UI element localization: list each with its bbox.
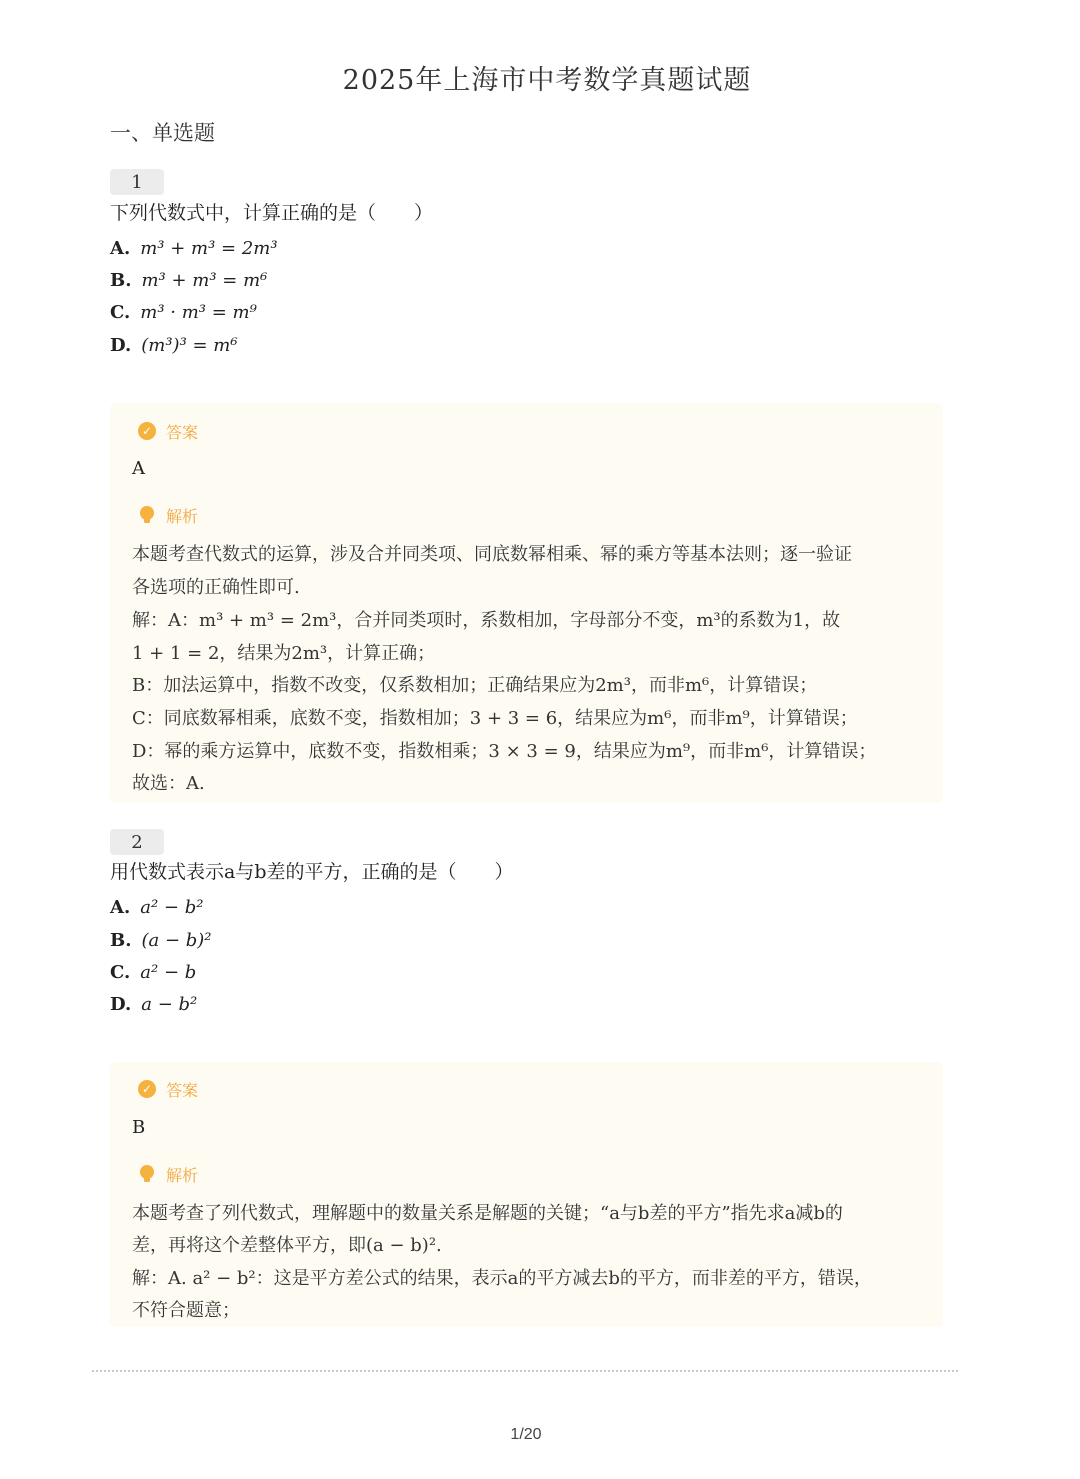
option-text: a² − b [140,962,197,983]
lightbulb-icon [138,505,156,525]
check-badge-icon: ✓ [138,422,156,440]
answer-header [138,419,198,443]
analysis-line: 解：A. a² − b²：这是平方差公式的结果，表示a的平方减去b的平方，而非差的平方，错误， [132,1268,872,1289]
option-c [110,959,196,987]
answer-value: B [132,1117,146,1138]
analysis-line: 1 + 1 = 2，结果为2m³，计算正确； [132,643,436,664]
question-number-badge: 2 [110,829,164,855]
analysis-line: 本题考查了列代数式，理解题中的数量关系是解题的关键；“a与b差的平方”指先求a减b的 [132,1203,843,1224]
analysis-header [138,503,198,527]
analysis-line: D：幂的乘方运算中，底数不变，指数相乘；3 × 3 = 9，结果应为m⁹，而非m⁶，计算错误； [132,741,877,762]
page-divider [92,1370,958,1372]
option-b [110,927,212,955]
answer-label: 答案 [166,1080,199,1100]
option-d [110,332,238,360]
answer-label: 答案 [166,422,199,442]
option-text: a² − b² [140,897,204,918]
analysis-label: 解析 [166,506,199,526]
answer-analysis-card [110,1062,943,1327]
lightbulb-icon [138,1164,156,1184]
page-number: 1/20 [510,1426,542,1443]
option-label: A. [110,238,131,259]
option-b [110,267,267,295]
analysis-line: 差，再将这个差整体平方，即(a − b)². [132,1235,442,1256]
analysis-line: 各选项的正确性即可. [132,577,300,598]
check-badge-icon: ✓ [138,1080,156,1098]
analysis-line: B：加法运算中，指数不改变，仅系数相加；正确结果应为2m³，而非m⁶，计算错误； [132,675,818,696]
option-c [110,299,257,327]
option-label: C. [110,302,131,323]
analysis-label: 解析 [166,1165,199,1185]
option-label: D. [110,994,132,1015]
analysis-line: 解：A：m³ + m³ = 2m³，合并同类项时，系数相加，字母部分不变，m³的系数为1，故 [132,610,841,631]
option-text: m³ + m³ = m⁶ [141,270,268,291]
option-text: (m³)³ = m⁶ [141,335,238,356]
option-text: (a − b)² [141,930,212,951]
analysis-line: 不符合题意； [132,1300,240,1321]
question-number-badge: 1 [110,169,164,195]
answer-header [138,1077,198,1101]
option-label: B. [110,270,132,291]
option-text: m³ · m³ = m⁹ [140,302,257,323]
answer-value: A [132,458,145,479]
option-a [110,894,203,922]
analysis-line: 故选：A. [132,773,205,794]
analysis-header [138,1162,198,1186]
page-title: 2025年上海市中考数学真题试题 [342,65,752,96]
answer-analysis-card [110,403,943,803]
question-stem: 下列代数式中，计算正确的是（ ） [110,202,434,224]
option-a [110,235,278,263]
analysis-line: 本题考查代数式的运算，涉及合并同类项、同底数幂相乘、幂的乘方等基本法则；逐一验证 [132,544,852,565]
option-text: a − b² [141,994,198,1015]
section-title: 一、单选题 [110,121,215,145]
option-text: m³ + m³ = 2m³ [140,238,278,259]
option-label: D. [110,335,132,356]
question-stem: 用代数式表示a与b差的平方，正确的是（ ） [110,861,514,883]
option-d [110,991,197,1019]
option-label: C. [110,962,131,983]
option-label: B. [110,930,132,951]
analysis-line: C：同底数幂相乘，底数不变，指数相加；3 + 3 = 6，结果应为m⁶，而非m⁹，计算错误； [132,708,858,729]
option-label: A. [110,897,131,918]
